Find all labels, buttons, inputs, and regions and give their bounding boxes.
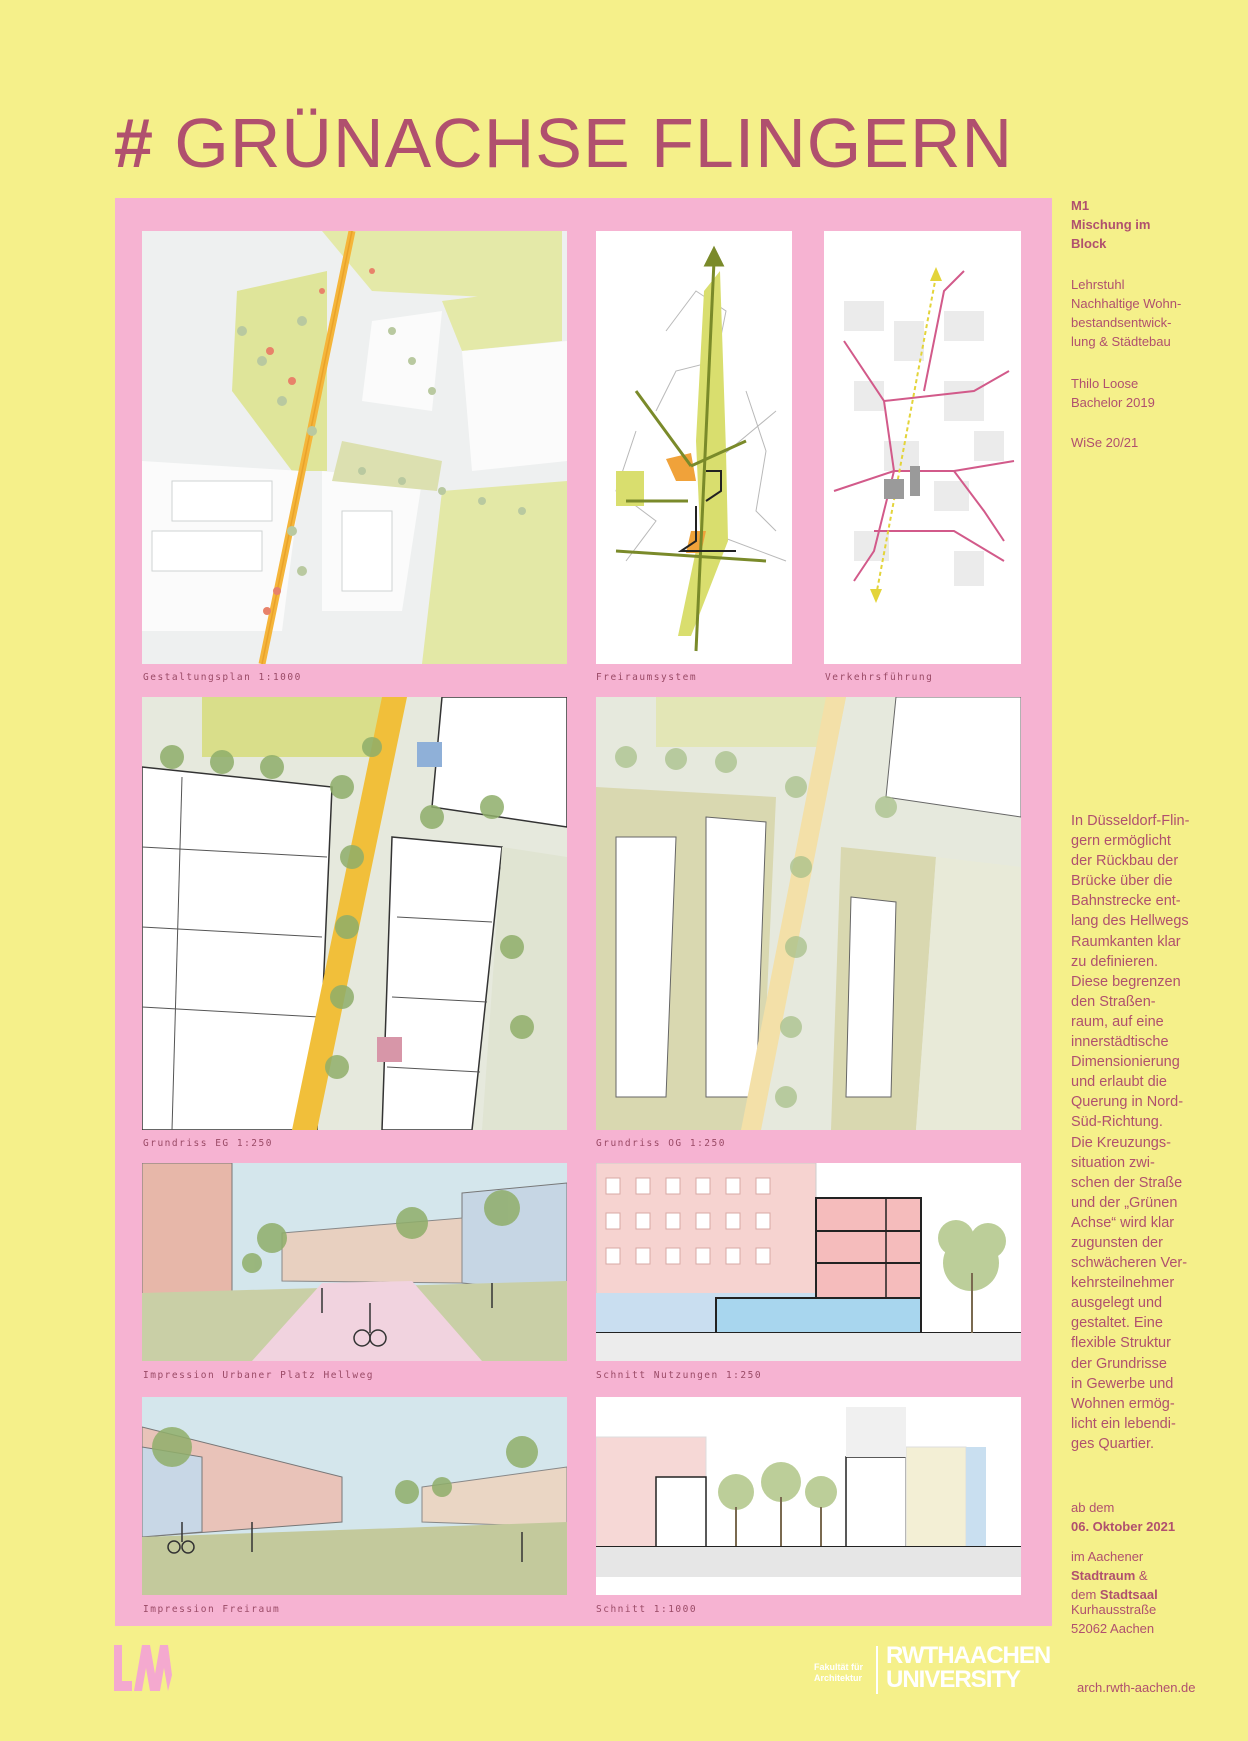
rwth-logo: [814, 1644, 1058, 1696]
chair-line2: Nachhaltige Wohn-: [1071, 296, 1182, 311]
description-line: Diese begrenzen: [1071, 973, 1181, 990]
grundriss-og-panel: [596, 697, 1021, 1130]
description-line: Achse“ wird klar: [1071, 1214, 1175, 1231]
venue-line1: im Aachener: [1071, 1549, 1144, 1564]
description-line: Wohnen ermög-: [1071, 1395, 1175, 1412]
chair-info: [1071, 275, 1211, 351]
faculty-line1: Fakultät für: [814, 1662, 864, 1672]
project-info: [1071, 196, 1211, 253]
caption-og: Grundriss OG 1:250: [596, 1138, 726, 1149]
semester-info: [1071, 433, 1211, 452]
venue-line3-prefix: dem: [1071, 1587, 1100, 1602]
description-line: schen der Straße: [1071, 1174, 1183, 1191]
description-line: in Gewerbe und: [1071, 1375, 1174, 1392]
caption-impression1: Impression Urbaner Platz Hellweg: [143, 1370, 375, 1381]
description-line: zugunsten der: [1071, 1234, 1163, 1251]
chair-line4: lung & Städtebau: [1071, 334, 1171, 349]
website-link[interactable]: arch.rwth-aachen.de: [1077, 1680, 1196, 1695]
description-line: gern ermöglicht: [1071, 833, 1171, 850]
freiraum-panel: [596, 231, 792, 664]
caption-schnitt-nutzungen: Schnitt Nutzungen 1:250: [596, 1370, 763, 1381]
description-line: ges Quartier.: [1071, 1435, 1155, 1452]
schnitt-nutzungen-panel: [596, 1163, 1021, 1361]
description-line: schwächeren Ver-: [1071, 1255, 1188, 1272]
jaa-logo: [112, 1645, 172, 1691]
date-value: 06. Oktober 2021: [1071, 1519, 1176, 1534]
venue-stadtsaal: Stadtsaal: [1099, 1587, 1158, 1602]
floorplan-eg-drawing: [142, 697, 567, 1130]
semester: WiSe 20/21: [1071, 435, 1139, 450]
schnitt-drawing: [596, 1397, 1021, 1595]
verkehr-diagram: [824, 231, 1021, 664]
venue-line2-suffix: &: [1135, 1568, 1148, 1583]
exhibition-date: [1071, 1498, 1211, 1536]
description-line: Dimensionierung: [1071, 1054, 1180, 1071]
site-plan-drawing: [142, 231, 567, 664]
verkehr-panel: [824, 231, 1021, 664]
chair-line1: Lehrstuhl: [1071, 277, 1125, 292]
description-line: licht ein lebendi-: [1071, 1415, 1176, 1432]
schnitt-panel: [596, 1397, 1021, 1595]
description-line: der Grundrisse: [1071, 1355, 1167, 1372]
description-line: Brücke über die: [1071, 873, 1173, 890]
freiraum-diagram: [596, 231, 792, 664]
description-line: situation zwi-: [1071, 1154, 1155, 1171]
description-line: flexible Struktur: [1071, 1335, 1171, 1352]
description-line: und der „Grünen: [1071, 1194, 1178, 1211]
description-line: Die Kreuzungs-: [1071, 1134, 1171, 1151]
faculty-line2: Architektur: [814, 1673, 863, 1683]
description-line: Bahnstrecke ent-: [1071, 893, 1181, 910]
module-code: M1: [1071, 198, 1090, 213]
description-line: Querung in Nord-: [1071, 1094, 1184, 1111]
title-hash: #: [114, 104, 154, 182]
caption-schnitt: Schnitt 1:1000: [596, 1604, 698, 1615]
grundriss-eg-panel: [142, 697, 567, 1130]
venue-stadtraum: Stadtraum: [1071, 1568, 1136, 1583]
description-line: Raumkanten klar: [1071, 933, 1181, 950]
floorplan-og-drawing: [596, 697, 1021, 1130]
description-line: gestaltet. Eine: [1071, 1315, 1163, 1332]
rwth-line2: UNIVERSITY: [886, 1666, 1021, 1693]
caption-impression2: Impression Freiraum: [143, 1604, 281, 1615]
schnitt-nutzungen-drawing: [596, 1163, 1021, 1361]
impression1-drawing: [142, 1163, 567, 1361]
author-info: [1071, 374, 1211, 412]
description-line: innerstädtische: [1071, 1034, 1169, 1051]
caption-verkehr: Verkehrsführung: [825, 672, 934, 683]
description-line: ausgelegt und: [1071, 1295, 1163, 1312]
exhibition-venue: [1071, 1547, 1211, 1604]
description-line: lang des Hellwegs: [1071, 913, 1189, 930]
gestaltungsplan-panel: [142, 231, 567, 664]
module-theme-line2: Block: [1071, 236, 1107, 251]
title-text: GRÜNACHSE FLINGERN: [174, 104, 1014, 182]
description-line: den Straßen-: [1071, 993, 1156, 1010]
description-line: raum, auf eine: [1071, 1013, 1164, 1030]
project-description: [1071, 811, 1211, 1454]
caption-gestaltungsplan: Gestaltungsplan 1:1000: [143, 672, 302, 683]
description-line: und erlaubt die: [1071, 1074, 1167, 1091]
description-line: zu definieren.: [1071, 953, 1159, 970]
description-line: der Rückbau der: [1071, 853, 1179, 870]
impression2-panel: [142, 1397, 567, 1595]
description-line: kehrsteilnehmer: [1071, 1275, 1175, 1292]
module-theme-line1: Mischung im: [1071, 217, 1151, 232]
author-degree: Bachelor 2019: [1071, 395, 1155, 410]
address-street: Kurhausstraße: [1071, 1602, 1157, 1617]
caption-eg: Grundriss EG 1:250: [143, 1138, 273, 1149]
impression1-panel: [142, 1163, 567, 1361]
date-prefix: ab dem: [1071, 1500, 1115, 1515]
description-line: Süd-Richtung.: [1071, 1114, 1163, 1131]
author-name: Thilo Loose: [1071, 376, 1139, 391]
chair-line3: bestandsentwick-: [1071, 315, 1172, 330]
description-line: In Düsseldorf-Flin-: [1071, 813, 1190, 829]
page-title: [114, 104, 1014, 182]
impression2-drawing: [142, 1397, 567, 1595]
address-city: 52062 Aachen: [1071, 1621, 1155, 1636]
rwth-line1: RWTHAACHEN: [886, 1642, 1051, 1669]
exhibition-address: [1071, 1600, 1211, 1638]
caption-freiraum: Freiraumsystem: [596, 672, 698, 683]
